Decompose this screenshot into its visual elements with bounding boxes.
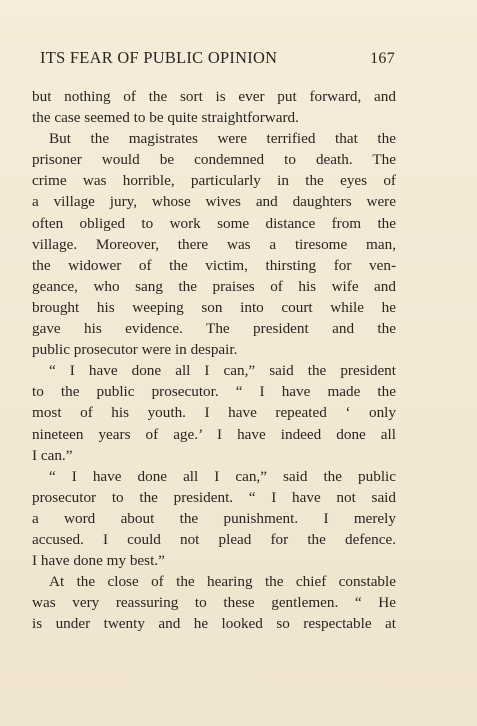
text-line: is under twenty and he looked so respectable at — [32, 615, 396, 633]
text-line: prisoner would be condemned to death. The — [32, 151, 396, 169]
text-line: nineteen years of age.’ I have indeed done all — [32, 425, 396, 443]
text-line: “ I have done all I can,” said the president — [49, 362, 396, 380]
text-line: accused. I could not plead for the defence. — [32, 530, 396, 548]
body-text — [32, 86, 396, 634]
text-line: geance, who sang the praises of his wife and — [32, 277, 396, 295]
text-line: gave his evidence. The president and the — [32, 320, 396, 338]
running-title: ITS FEAR OF PUBLIC OPINION — [40, 48, 278, 67]
page-number: 167 — [370, 50, 395, 67]
text-line: crime was horrible, particularly in the eyes of — [32, 172, 396, 190]
text-line: the case seemed to be quite straightforward. — [32, 109, 299, 127]
text-line: I have done my best.” — [32, 552, 165, 570]
text-line: but nothing of the sort is ever put forward, and — [32, 88, 396, 105]
text-line: a word about the punishment. I merely — [32, 509, 396, 527]
text-line: At the close of the hearing the chief constable — [49, 573, 396, 591]
text-line: public prosecutor were in despair. — [32, 341, 238, 359]
text-line: was very reassuring to these gentlemen. “ He — [32, 594, 396, 612]
text-line: often obliged to work some distance from the — [32, 214, 396, 232]
page-header — [40, 48, 395, 74]
text-line: most of his youth. I have repeated ‘ only — [32, 404, 396, 422]
text-line: prosecutor to the president. “ I have not said — [32, 488, 396, 506]
text-line: “ I have done all I can,” said the public — [49, 467, 396, 485]
text-line: a village jury, whose wives and daughters were — [32, 193, 396, 211]
text-line: village. Moreover, there was a tiresome man, — [32, 235, 396, 253]
text-line: I can.” — [32, 446, 73, 464]
text-line: the widower of the victim, thirsting for ven- — [32, 256, 396, 274]
text-line: But the magistrates were terrified that the — [49, 130, 396, 148]
text-line: to the public prosecutor. “ I have made the — [32, 383, 396, 401]
text-line: brought his weeping son into court while he — [32, 298, 396, 316]
